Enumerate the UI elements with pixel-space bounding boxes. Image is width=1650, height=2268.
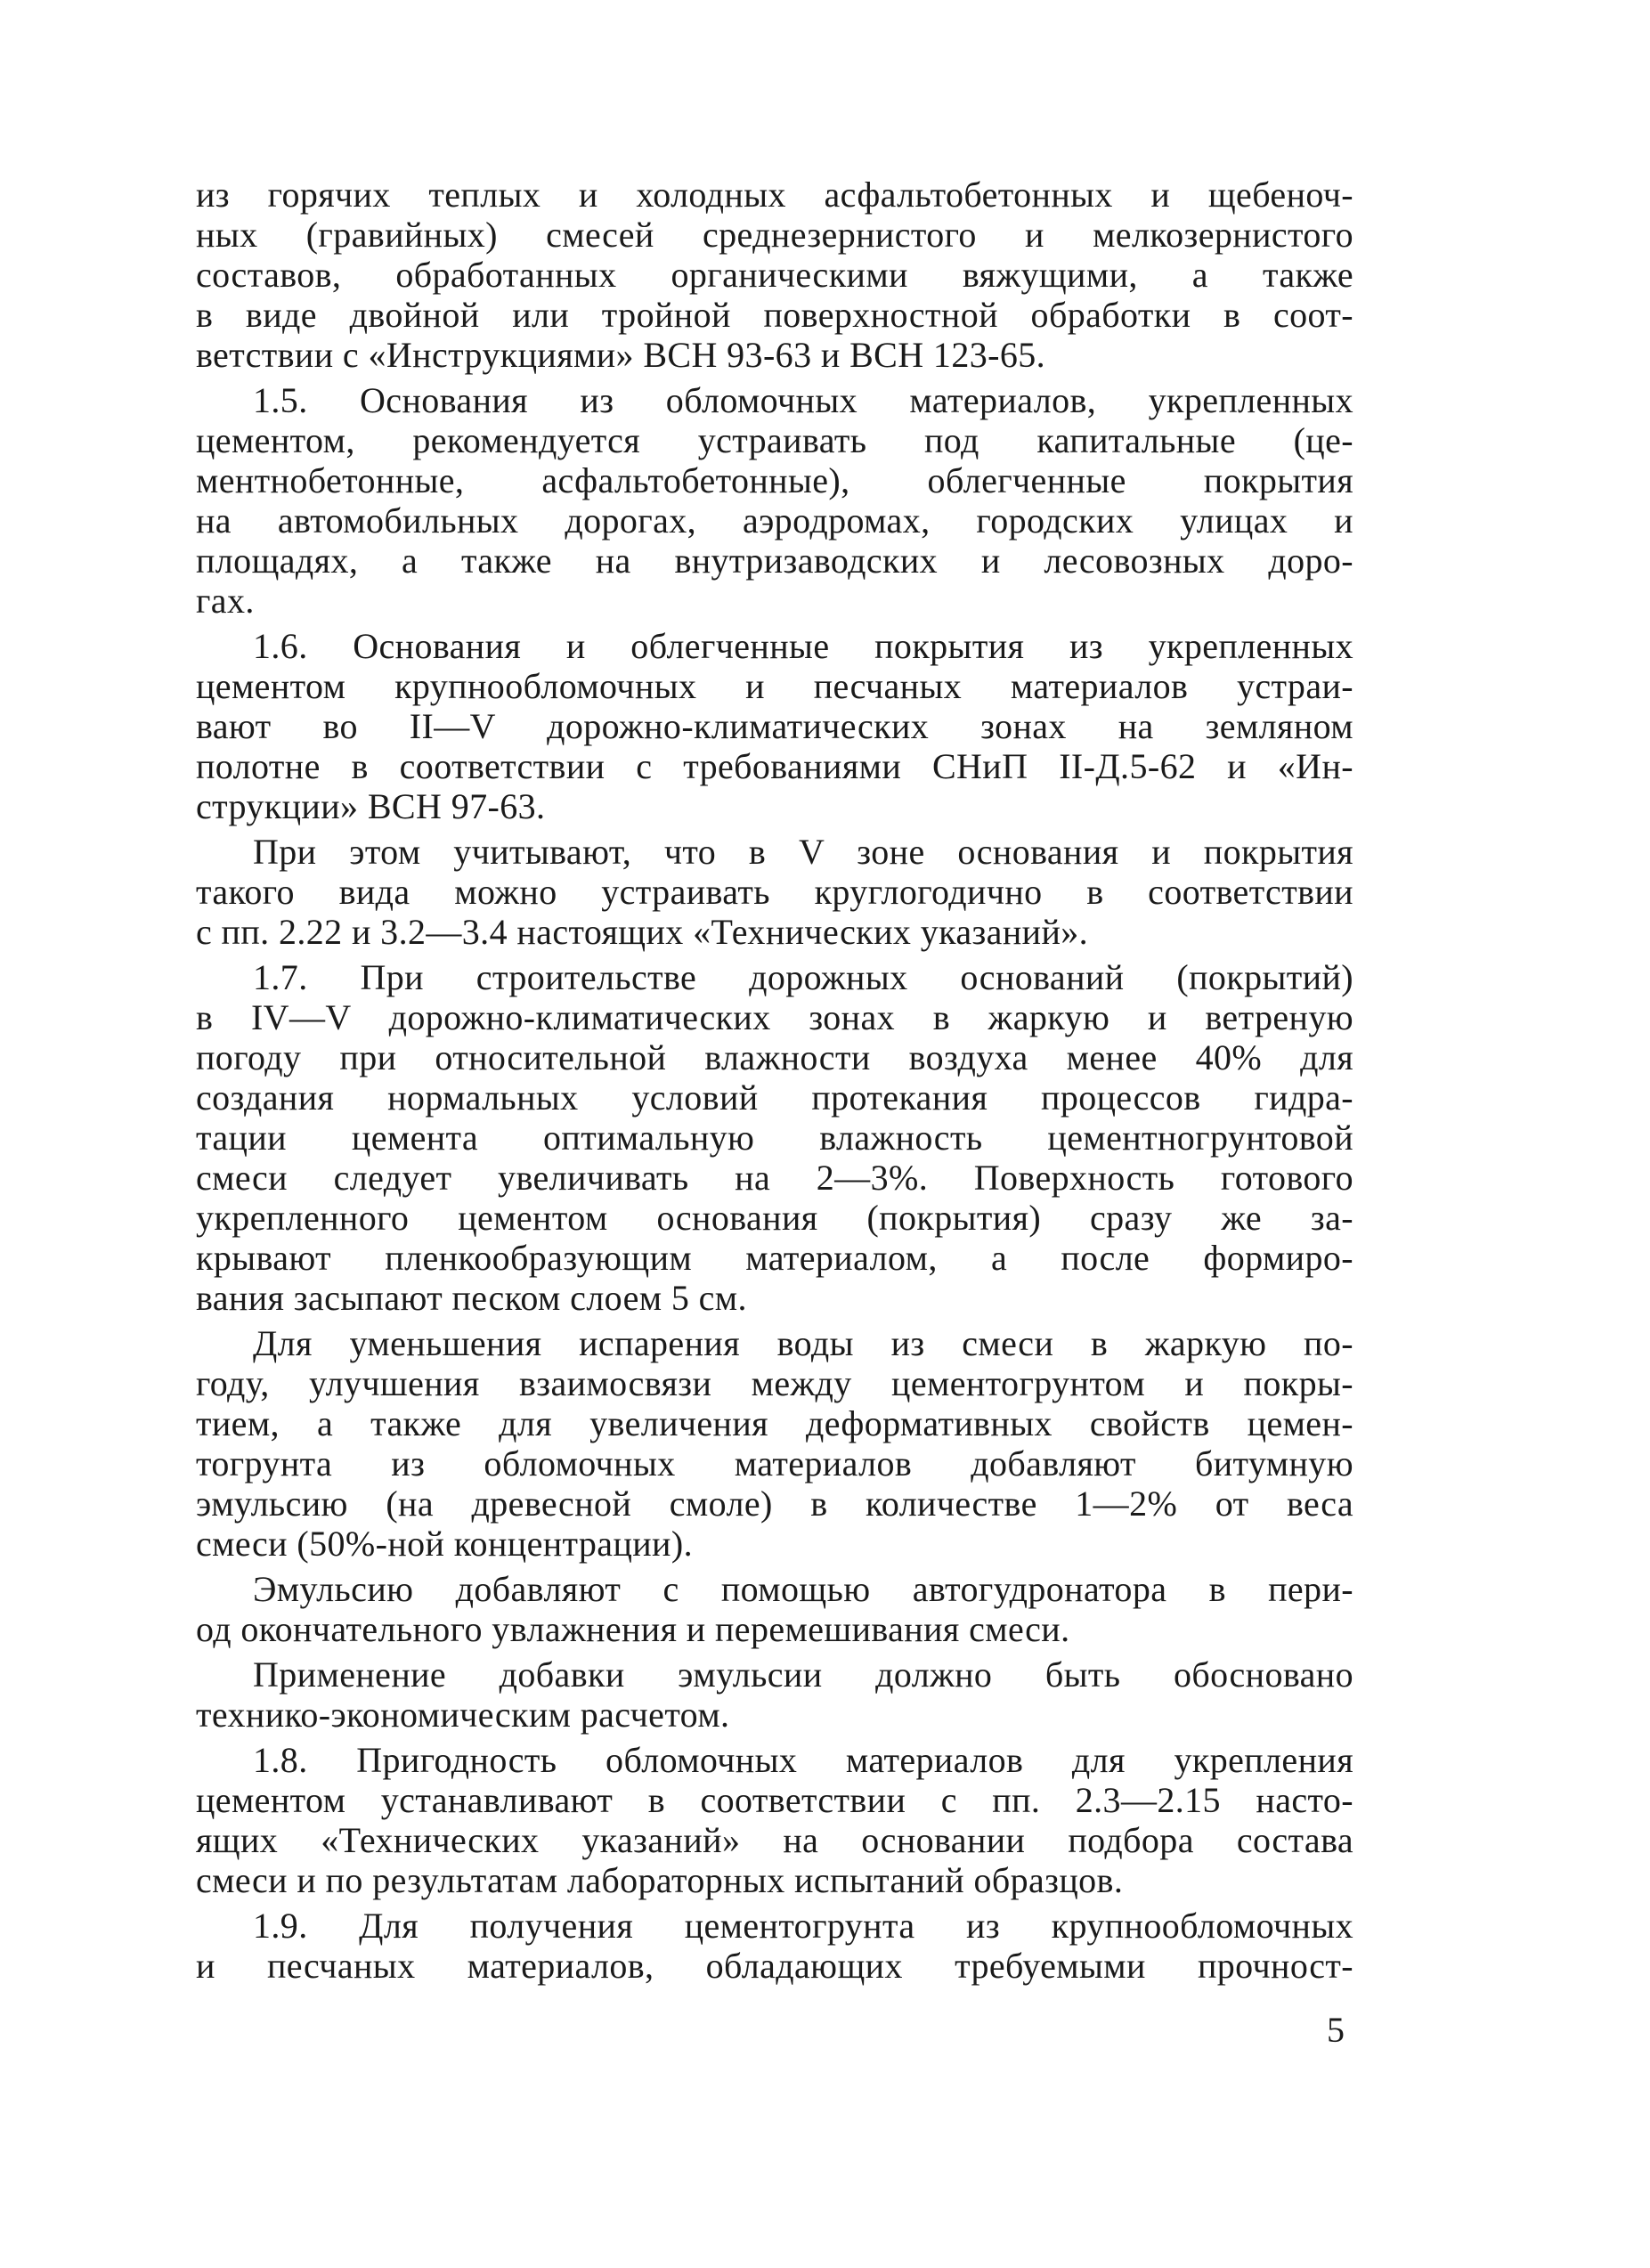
- paragraph-emulsion: [196, 1323, 1353, 1564]
- text-line: цементом, рекомендуется устраивать под капитальные (це-: [196, 420, 1353, 460]
- text-line: смеси (50%-ной концентрации).: [196, 1524, 693, 1564]
- text-line: Для уменьшения испарения воды из смеси в жаркую по-: [253, 1323, 1353, 1363]
- text-line: цементом устанавливают в соответствии с пп. 2.3—2.15 насто-: [196, 1780, 1353, 1820]
- text-line: эмульсию (на древесной смоле) в количестве 1—2% от веса: [196, 1484, 1353, 1524]
- paragraph-intro: [196, 175, 1353, 375]
- paragraph-1-5: [196, 380, 1353, 621]
- paragraph-1-7: [196, 957, 1353, 1318]
- text-line: создания нормальных условий протекания процессов гидра-: [196, 1077, 1353, 1118]
- text-line: ветствии с «Инструкциями» ВСН 93-63 и ВСН 123-65.: [196, 335, 1046, 375]
- text-line: тогрунта из обломочных материалов добавляют битумную: [196, 1443, 1353, 1484]
- text-line: такого вида можно устраивать круглогодично в соответствии: [196, 872, 1353, 912]
- text-line: цементом крупнообломочных и песчаных материалов устраи-: [196, 666, 1353, 706]
- text-line: гах.: [196, 581, 255, 621]
- text-line: При этом учитывают, что в V зоне основания и покрытия: [253, 832, 1353, 872]
- text-line: технико-экономическим расчетом.: [196, 1695, 730, 1735]
- text-line: площадях, а также на внутризаводских и лесовозных доро-: [196, 541, 1353, 581]
- text-line: вают во II—V дорожно-климатических зонах на земляном: [196, 706, 1353, 746]
- text-line: крывают пленкообразующим материалом, а после формиро-: [196, 1238, 1353, 1278]
- text-line: с пп. 2.22 и 3.2—3.4 настоящих «Технических указаний».: [196, 912, 1089, 952]
- text-line: Применение добавки эмульсии должно быть обосновано: [253, 1654, 1353, 1695]
- text-line: вания засыпают песком слоем 5 см.: [196, 1278, 747, 1318]
- text-line: ных (гравийных) смесей среднезернистого и мелкозернистого: [196, 215, 1353, 255]
- text-line: 1.5. Основания из обломочных материалов, укрепленных: [253, 380, 1353, 420]
- text-line: смеси и по результатам лабораторных испытаний образцов.: [196, 1860, 1124, 1900]
- text-line: 1.9. Для получения цементогрунта из крупнообломочных: [253, 1906, 1353, 1946]
- text-line: 1.8. Пригодность обломочных материалов для укрепления: [253, 1740, 1353, 1780]
- text-line: 1.7. При строительстве дорожных оснований (покрытий): [253, 957, 1353, 997]
- paragraph-emulsion-adding: [196, 1569, 1353, 1649]
- text-line: составов, обработанных органическими вяжущими, а также: [196, 255, 1353, 295]
- text-line: ментнобетонные, асфальтобетонные), облегченные покрытия: [196, 460, 1353, 500]
- paragraph-zone-v: [196, 832, 1353, 952]
- paragraph-1-8: [196, 1740, 1353, 1900]
- text-line: тием, а также для увеличения деформативных свойств цемен-: [196, 1403, 1353, 1443]
- text-line: и песчаных материалов, обладающих требуемыми прочност-: [196, 1946, 1353, 1986]
- paragraph-1-6: [196, 626, 1353, 826]
- text-line: погоду при относительной влажности воздуха менее 40% для: [196, 1037, 1353, 1077]
- text-line: ящих «Технических указаний» на основании подбора состава: [196, 1820, 1353, 1860]
- text-line: Эмульсию добавляют с помощью автогудронатора в пери-: [253, 1569, 1353, 1609]
- text-line: струкции» ВСН 97-63.: [196, 786, 546, 826]
- text-line: на автомобильных дорогах, аэродромах, городских улицах и: [196, 500, 1353, 541]
- text-line: од окончательного увлажнения и перемешивания смеси.: [196, 1609, 1070, 1649]
- text-line: в IV—V дорожно-климатических зонах в жаркую и ветреную: [196, 997, 1353, 1037]
- text-line: 1.6. Основания и облегченные покрытия из укрепленных: [253, 626, 1353, 666]
- text-line: смеси следует увеличивать на 2—3%. Поверхность готового: [196, 1158, 1353, 1198]
- text-line: из горячих теплых и холодных асфальтобетонных и щебеноч-: [196, 175, 1353, 215]
- text-line: укрепленного цементом основания (покрытия) сразу же за-: [196, 1198, 1353, 1238]
- text-line: полотне в соответствии с требованиями СНиП II-Д.5-62 и «Ин-: [196, 746, 1353, 786]
- paragraph-emulsion-justification: [196, 1654, 1353, 1735]
- page-number: 5: [1327, 2010, 1345, 2050]
- paragraph-1-9: [196, 1906, 1353, 1986]
- text-line: году, улучшения взаимосвязи между цементогрунтом и покры-: [196, 1363, 1353, 1403]
- text-line: тации цемента оптимальную влажность цементногрунтовой: [196, 1118, 1353, 1158]
- text-line: в виде двойной или тройной поверхностной обработки в соот-: [196, 295, 1353, 335]
- page-text: [196, 175, 1353, 1986]
